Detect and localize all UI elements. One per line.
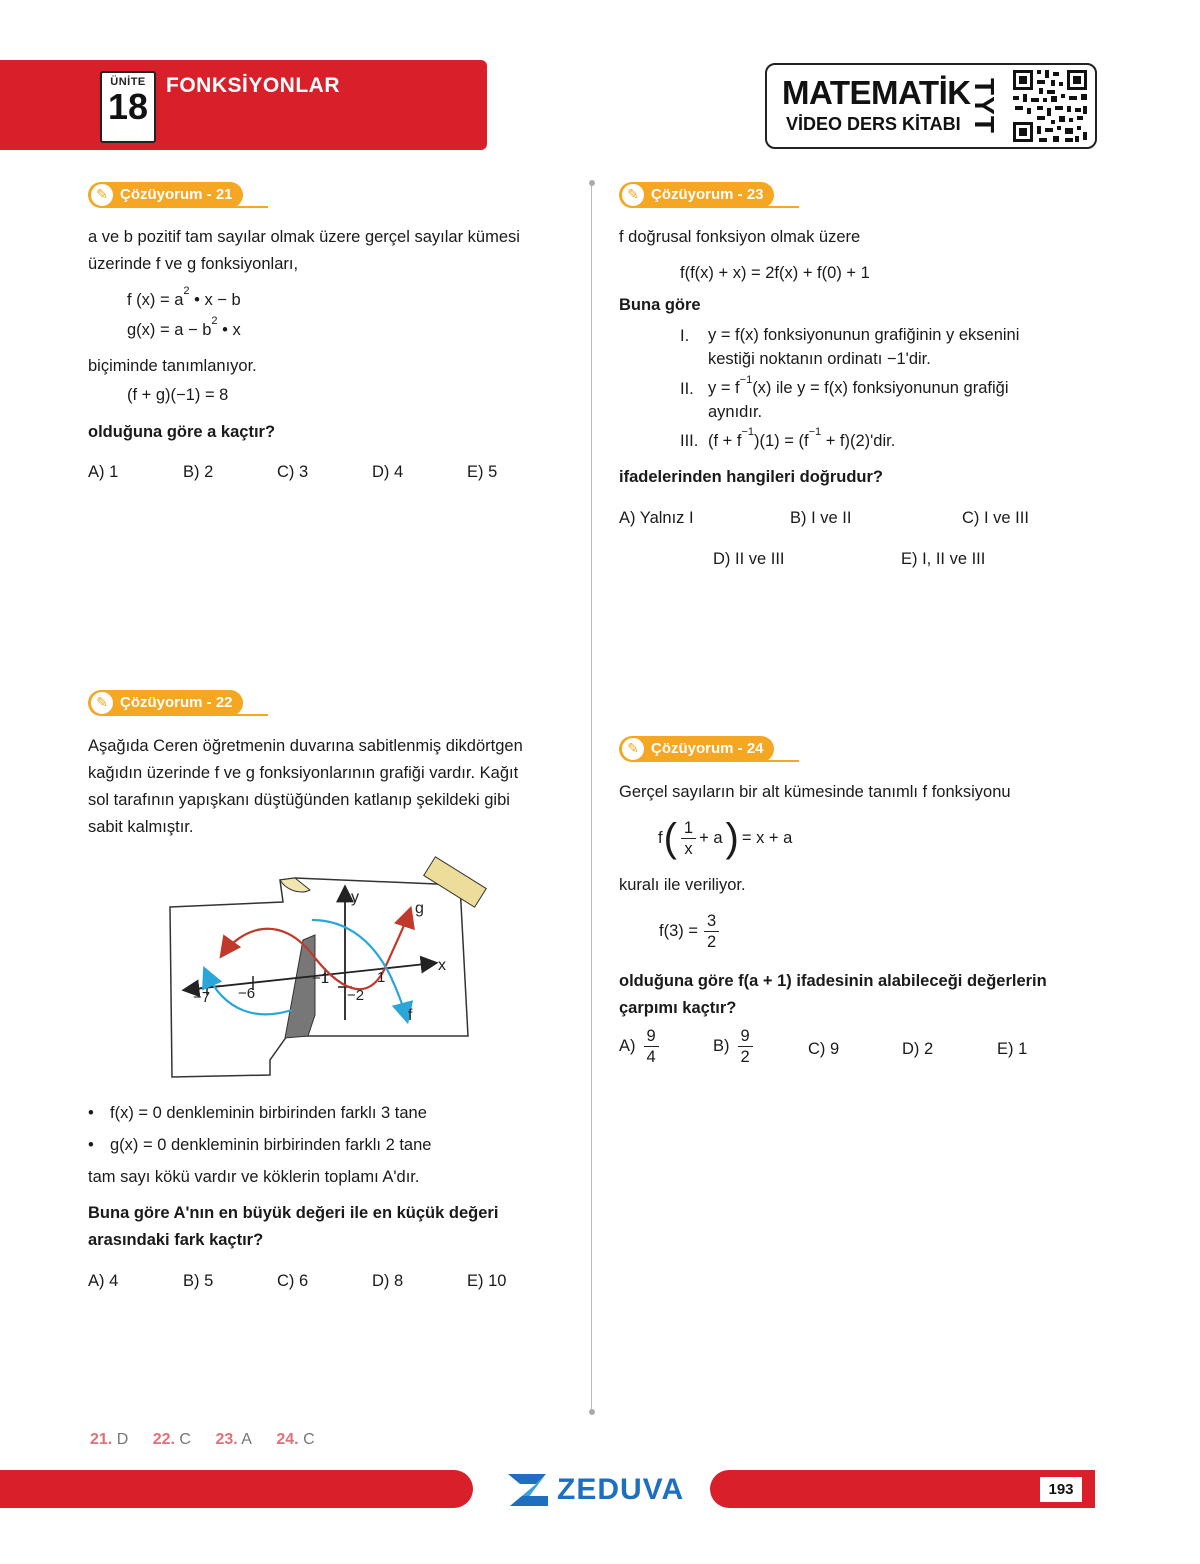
answer-key-item: 21. D	[90, 1431, 129, 1448]
rule-f: f	[658, 828, 663, 847]
paragraph-line-1: Aşağıda Ceren öğretmenin duvarına sabitlenmiş dikdörtgen	[88, 737, 523, 755]
pencil-icon: ✎	[90, 691, 114, 715]
question-24-header	[619, 736, 809, 764]
q21-option-a[interactable]: A) 1	[88, 463, 119, 481]
prompt-line-1: Buna göre A'nın en büyük değeri ile en küçük değeri	[88, 1204, 499, 1222]
unit-number: 18	[107, 86, 149, 127]
rule-rhs: = x + a	[741, 828, 793, 847]
qr-code-icon[interactable]	[1010, 67, 1090, 145]
question-23-prompt: ifadelerinden hangileri doğrudur?	[619, 468, 884, 486]
right-paren: )	[725, 816, 739, 860]
folded-paper-graph	[160, 850, 500, 1085]
q23-option-c[interactable]: C) I ve III	[962, 509, 1029, 527]
q22-option-b[interactable]: B) 5	[183, 1272, 214, 1290]
q22-option-a[interactable]: A) 4	[88, 1272, 119, 1290]
question-21-intro	[88, 224, 568, 278]
question-23-header	[619, 182, 809, 210]
functional-equation: f(f(x) + x) = 2f(x) + f(0) + 1	[680, 264, 870, 282]
paragraph-line-3: sol tarafının yapışkanı düştüğünden katlanıp şekildeki gibi	[88, 791, 510, 809]
q24-option-a[interactable]: A) $\frac{9}{4}$	[619, 1026, 662, 1067]
question-21-prompt: olduğuna göre a kaçtır?	[88, 423, 276, 441]
brand-tag	[958, 80, 1010, 132]
intro-line-2: üzerinde f ve g fonksiyonları,	[88, 255, 299, 273]
left-paren: (	[663, 816, 677, 860]
question-24-intro: Gerçel sayıların bir alt kümesinde tanımlı f fonksiyonu	[619, 783, 1011, 801]
rule-plus-a: + a	[699, 828, 723, 847]
brand-subtitle: VİDEO DERS KİTABI	[786, 114, 961, 134]
question-22-prompt	[88, 1200, 498, 1254]
brand-tag-text: TYT	[969, 78, 1001, 134]
label-m7: −7	[193, 989, 211, 1006]
q21-option-b[interactable]: B) 2	[183, 463, 214, 481]
prompt-line-2: çarpımı kaçtır?	[619, 999, 737, 1017]
condition: (f + g)(−1) = 8	[127, 386, 229, 404]
prompt-line-2: arasındaki fark kaçtır?	[88, 1231, 264, 1249]
statement-1-number: I.	[680, 327, 690, 345]
q21-option-d[interactable]: D) 4	[372, 463, 404, 481]
q22-option-d[interactable]: D) 8	[372, 1272, 404, 1290]
question-21-header	[88, 182, 278, 210]
q24-option-d[interactable]: D) 2	[902, 1040, 934, 1058]
answer-key	[90, 1431, 335, 1449]
intro-line-1: a ve b pozitif tam sayılar olmak üzere gerçel sayılar kümesi	[88, 228, 520, 246]
q23-option-e[interactable]: E) I, II ve III	[901, 550, 986, 568]
statement-1-line-1: y = f(x) fonksiyonunun grafiğinin y eksenini	[708, 326, 1020, 344]
label-p1: 1	[377, 969, 386, 986]
page-number: 193	[1040, 1477, 1082, 1502]
unit-badge	[100, 71, 156, 143]
question-21-title: Çözüyorum - 21	[88, 182, 243, 208]
answer-key-item: 22. C	[152, 1431, 191, 1448]
question-22-header	[88, 690, 278, 718]
statement-2-line-2: aynıdır.	[708, 403, 763, 421]
label-x: x	[438, 957, 446, 974]
question-22-title: Çözüyorum - 22	[88, 690, 243, 716]
question-24-prompt	[619, 968, 1047, 1022]
label-g: g	[415, 900, 424, 917]
paragraph-line-2: kağıdın üzerinde f ve g fonksiyonlarının grafiği vardır. Kağıt	[88, 764, 519, 782]
after-bullets: tam sayı kökü vardır ve köklerin toplamı A'dır.	[88, 1168, 420, 1186]
buna-gore: Buna göre	[619, 296, 701, 314]
f-of-3	[659, 911, 722, 952]
label-y: y	[351, 889, 359, 906]
pencil-icon: ✎	[621, 737, 645, 761]
q24-option-e[interactable]: E) 1	[997, 1040, 1028, 1058]
column-divider	[591, 182, 592, 1412]
question-24-title: Çözüyorum - 24	[619, 736, 774, 762]
prompt-line-1: olduğuna göre f(a + 1) ifadesinin alabileceği değerlerin	[619, 972, 1047, 990]
f3-lhs: f(3) =	[659, 922, 698, 940]
q21-option-c[interactable]: C) 3	[277, 463, 309, 481]
answer-key-item: 24. C	[276, 1431, 315, 1448]
divider-dot-bottom	[589, 1409, 595, 1415]
footer-band-right	[710, 1470, 1095, 1508]
divider-dot-top	[589, 180, 595, 186]
zeduva-logo-text: ZEDUVA	[557, 1473, 685, 1506]
q23-option-a[interactable]: A) Yalnız I	[619, 509, 694, 527]
footer-band-left	[0, 1470, 473, 1508]
q22-option-c[interactable]: C) 6	[277, 1272, 309, 1290]
function-rule	[658, 816, 792, 860]
statement-1	[708, 323, 1019, 371]
label-f: f	[408, 1007, 413, 1024]
statement-2-number: II.	[680, 380, 694, 398]
answer-key-item: 23. A	[215, 1431, 252, 1448]
label-m1: −1	[312, 970, 330, 987]
bullet-1: • f(x) = 0 denkleminin birbirinden farklı 3 tane	[88, 1104, 427, 1122]
unit-label: ÜNİTE	[110, 76, 146, 88]
defined-text: biçiminde tanımlanıyor.	[88, 357, 257, 375]
label-m6: −6	[238, 985, 256, 1002]
q24-option-b[interactable]: B) $\frac{9}{2}$	[713, 1026, 756, 1067]
q23-option-d[interactable]: D) II ve III	[713, 550, 785, 568]
question-23-intro: f doğrusal fonksiyon olmak üzere	[619, 228, 861, 246]
q23-option-b[interactable]: B) I ve II	[790, 509, 852, 527]
question-23-title: Çözüyorum - 23	[619, 182, 774, 208]
question-22-paragraph	[88, 733, 564, 841]
statement-3: $(f + f^{-1})(1) = (f^{-1} + f)(2)'dir$.	[708, 426, 896, 450]
zeduva-logo-icon	[506, 1472, 550, 1508]
g-definition: $g(x) = a - b^2$ • x	[127, 315, 241, 339]
rule-fraction: $\frac{1}{x}$	[681, 818, 696, 859]
statement-2-line-1: $y = f^{-1}(x)$ ile y = f(x) fonksiyonunun grafiği	[708, 374, 1009, 397]
q24-option-c[interactable]: C) 9	[808, 1040, 840, 1058]
bullet-2: • g(x) = 0 denkleminin birbirinden farklı 2 tane	[88, 1136, 432, 1154]
chapter-title: FONKSİYONLAR	[166, 74, 340, 97]
f-definition: f $(x) = a^2$ • x − b	[127, 285, 241, 309]
f3-fraction: $\frac{3}{2}$	[704, 911, 719, 952]
pencil-icon: ✎	[90, 183, 114, 207]
pencil-icon: ✎	[621, 183, 645, 207]
q22-option-e[interactable]: E) 10	[467, 1272, 507, 1290]
brand-title: MATEMATİK	[782, 74, 971, 111]
statement-2	[708, 376, 1009, 424]
q21-option-e[interactable]: E) 5	[467, 463, 498, 481]
paragraph-line-4: sabit kalmıştır.	[88, 818, 194, 836]
statement-1-line-2: kestiği noktanın ordinatı −1'dir.	[708, 350, 931, 368]
kurali-text: kuralı ile veriliyor.	[619, 876, 746, 894]
statement-3-number: III.	[680, 432, 699, 450]
label-m2: −2	[347, 987, 365, 1004]
